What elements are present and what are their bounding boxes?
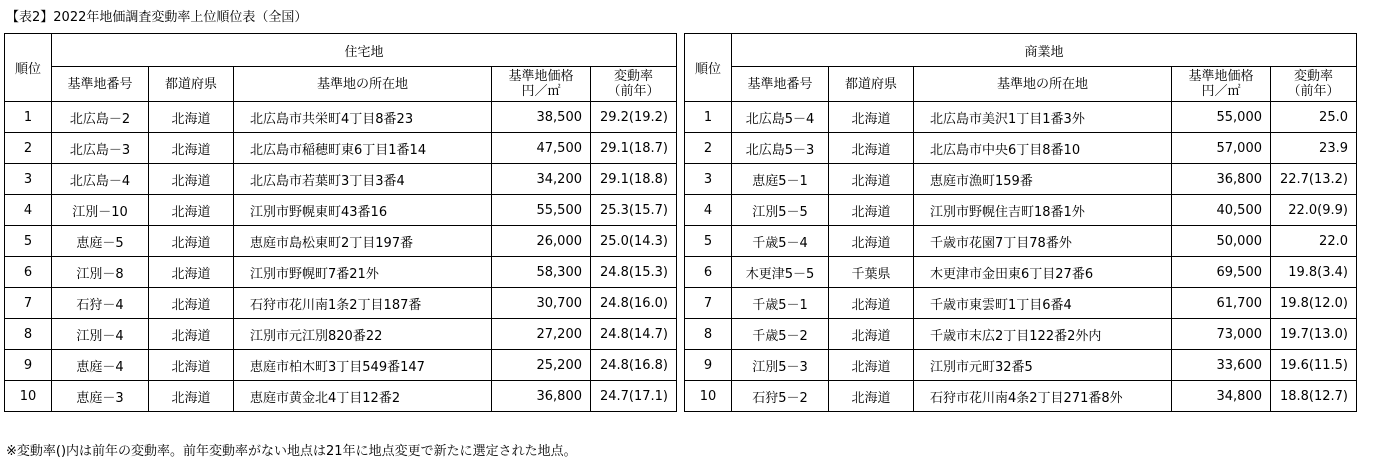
code-cell: 千歳5－1 (732, 288, 829, 319)
prefecture-cell: 北海道 (149, 257, 234, 288)
table-row (685, 257, 1357, 288)
code-cell: 江別－8 (52, 257, 149, 288)
prefecture-cell: 北海道 (829, 102, 914, 133)
address-cell: 江別市野幌東町43番16 (234, 195, 492, 226)
prefecture-cell: 北海道 (149, 102, 234, 133)
change-cell: 23.9 (1271, 133, 1357, 164)
change-cell: 22.0 (1271, 226, 1357, 257)
address-cell: 石狩市花川南4条2丁目271番8外 (914, 381, 1172, 412)
rank-cell: 3 (5, 164, 52, 195)
address-cell: 北広島市稲穂町東6丁目1番14 (234, 133, 492, 164)
code-cell: 北広島5－3 (732, 133, 829, 164)
change-cell: 24.8(15.3) (591, 257, 677, 288)
change-cell: 24.8(16.8) (591, 350, 677, 381)
code-cell: 北広島－4 (52, 164, 149, 195)
prefecture-header: 都道府県 (149, 67, 234, 102)
rank-cell: 6 (685, 257, 732, 288)
price-cell: 36,800 (1172, 164, 1271, 195)
price-cell: 30,700 (492, 288, 591, 319)
rank-header: 順位 (5, 34, 52, 102)
price-cell: 55,000 (1172, 102, 1271, 133)
price-cell: 47,500 (492, 133, 591, 164)
change-cell: 22.0(9.9) (1271, 195, 1357, 226)
table-row (5, 102, 677, 133)
prefecture-cell: 千葉県 (829, 257, 914, 288)
table-row (5, 350, 677, 381)
address-cell: 恵庭市柏木町3丁目549番147 (234, 350, 492, 381)
code-cell: 木更津5－5 (732, 257, 829, 288)
change-cell: 19.7(13.0) (1271, 319, 1357, 350)
residential-header: 住宅地 (52, 34, 677, 67)
code-cell: 石狩5－2 (732, 381, 829, 412)
price-cell: 26,000 (492, 226, 591, 257)
prefecture-cell: 北海道 (829, 288, 914, 319)
rank-cell: 6 (5, 257, 52, 288)
change-cell: 24.8(14.7) (591, 319, 677, 350)
change-cell: 29.2(19.2) (591, 102, 677, 133)
address-cell: 恵庭市黄金北4丁目12番2 (234, 381, 492, 412)
address-cell: 木更津市金田東6丁目27番6 (914, 257, 1172, 288)
price-cell: 58,300 (492, 257, 591, 288)
price-cell: 73,000 (1172, 319, 1271, 350)
table-row (685, 226, 1357, 257)
price-cell: 38,500 (492, 102, 591, 133)
address-cell: 千歳市花園7丁目78番外 (914, 226, 1172, 257)
rank-cell: 1 (5, 102, 52, 133)
table-row (5, 195, 677, 226)
price-header: 基準地価格 円／㎡ (1172, 67, 1271, 102)
code-cell: 北広島－3 (52, 133, 149, 164)
code-cell: 江別5－5 (732, 195, 829, 226)
prefecture-cell: 北海道 (149, 164, 234, 195)
rank-cell: 5 (5, 226, 52, 257)
table-row (685, 195, 1357, 226)
address-cell: 恵庭市島松東町2丁目197番 (234, 226, 492, 257)
code-cell: 恵庭5－1 (732, 164, 829, 195)
change-cell: 19.8(3.4) (1271, 257, 1357, 288)
prefecture-cell: 北海道 (149, 288, 234, 319)
table-row (685, 133, 1357, 164)
change-cell: 19.6(11.5) (1271, 350, 1357, 381)
change-cell: 24.7(17.1) (591, 381, 677, 412)
price-cell: 36,800 (492, 381, 591, 412)
rank-cell: 2 (685, 133, 732, 164)
change-cell: 22.7(13.2) (1271, 164, 1357, 195)
price-cell: 25,200 (492, 350, 591, 381)
prefecture-cell: 北海道 (149, 226, 234, 257)
rank-cell: 9 (5, 350, 52, 381)
price-cell: 57,000 (1172, 133, 1271, 164)
prefecture-cell: 北海道 (149, 350, 234, 381)
prefecture-cell: 北海道 (149, 381, 234, 412)
commercial-table (684, 33, 1357, 412)
rank-cell: 7 (5, 288, 52, 319)
address-cell: 江別市野幌町7番21外 (234, 257, 492, 288)
code-header: 基準地番号 (732, 67, 829, 102)
table-row (5, 381, 677, 412)
code-cell: 江別－10 (52, 195, 149, 226)
table-row (685, 381, 1357, 412)
rank-cell: 10 (685, 381, 732, 412)
change-cell: 25.3(15.7) (591, 195, 677, 226)
code-cell: 恵庭－5 (52, 226, 149, 257)
table-row (685, 102, 1357, 133)
table-row (685, 319, 1357, 350)
prefecture-cell: 北海道 (149, 319, 234, 350)
change-cell: 18.8(12.7) (1271, 381, 1357, 412)
table-row (5, 226, 677, 257)
table-row (5, 133, 677, 164)
price-cell: 34,200 (492, 164, 591, 195)
address-cell: 北広島市共栄町4丁目8番23 (234, 102, 492, 133)
table-row (5, 288, 677, 319)
address-cell: 石狩市花川南1条2丁目187番 (234, 288, 492, 319)
price-cell: 50,000 (1172, 226, 1271, 257)
price-cell: 61,700 (1172, 288, 1271, 319)
address-cell: 江別市元町32番5 (914, 350, 1172, 381)
price-header: 基準地価格 円／㎡ (492, 67, 591, 102)
residential-table (4, 33, 677, 412)
change-cell: 25.0(14.3) (591, 226, 677, 257)
prefecture-cell: 北海道 (829, 133, 914, 164)
code-cell: 北広島－2 (52, 102, 149, 133)
table-row (685, 288, 1357, 319)
price-cell: 33,600 (1172, 350, 1271, 381)
rank-cell: 9 (685, 350, 732, 381)
footnote: ※変動率()内は前年の変動率。前年変動率がない地点は21年に地点変更で新たに選定された地点。 (6, 444, 577, 459)
address-cell: 江別市元江別820番22 (234, 319, 492, 350)
code-cell: 千歳5－4 (732, 226, 829, 257)
change-cell: 29.1(18.7) (591, 133, 677, 164)
rank-cell: 4 (685, 195, 732, 226)
rank-cell: 7 (685, 288, 732, 319)
table-title: 【表2】2022年地価調査変動率上位順位表（全国） (6, 10, 308, 25)
commercial-header: 商業地 (732, 34, 1357, 67)
rank-header: 順位 (685, 34, 732, 102)
address-header: 基準地の所在地 (234, 67, 492, 102)
address-cell: 千歳市末広2丁目122番2外内 (914, 319, 1172, 350)
rank-cell: 5 (685, 226, 732, 257)
code-cell: 恵庭－4 (52, 350, 149, 381)
table-row (685, 350, 1357, 381)
table-row (685, 164, 1357, 195)
prefecture-cell: 北海道 (829, 164, 914, 195)
price-cell: 55,500 (492, 195, 591, 226)
price-cell: 69,500 (1172, 257, 1271, 288)
change-cell: 24.8(16.0) (591, 288, 677, 319)
prefecture-cell: 北海道 (829, 195, 914, 226)
address-cell: 北広島市中央6丁目8番10 (914, 133, 1172, 164)
rank-cell: 2 (5, 133, 52, 164)
prefecture-cell: 北海道 (829, 319, 914, 350)
prefecture-cell: 北海道 (829, 350, 914, 381)
code-cell: 恵庭－3 (52, 381, 149, 412)
address-cell: 恵庭市漁町159番 (914, 164, 1172, 195)
code-header: 基準地番号 (52, 67, 149, 102)
rank-cell: 8 (5, 319, 52, 350)
table-row (5, 319, 677, 350)
address-cell: 江別市野幌住吉町18番1外 (914, 195, 1172, 226)
rank-cell: 4 (5, 195, 52, 226)
rank-cell: 10 (5, 381, 52, 412)
address-cell: 千歳市東雲町1丁目6番4 (914, 288, 1172, 319)
rank-cell: 3 (685, 164, 732, 195)
change-header: 変動率 （前年） (1271, 67, 1357, 102)
rank-cell: 8 (685, 319, 732, 350)
code-cell: 北広島5－4 (732, 102, 829, 133)
prefecture-cell: 北海道 (149, 133, 234, 164)
prefecture-cell: 北海道 (149, 195, 234, 226)
change-cell: 25.0 (1271, 102, 1357, 133)
address-cell: 北広島市若葉町3丁目3番4 (234, 164, 492, 195)
code-cell: 千歳5－2 (732, 319, 829, 350)
prefecture-header: 都道府県 (829, 67, 914, 102)
code-cell: 江別－4 (52, 319, 149, 350)
price-cell: 27,200 (492, 319, 591, 350)
prefecture-cell: 北海道 (829, 381, 914, 412)
price-cell: 34,800 (1172, 381, 1271, 412)
address-cell: 北広島市美沢1丁目1番3外 (914, 102, 1172, 133)
address-header: 基準地の所在地 (914, 67, 1172, 102)
table-row (5, 257, 677, 288)
code-cell: 江別5－3 (732, 350, 829, 381)
rank-cell: 1 (685, 102, 732, 133)
table-row (5, 164, 677, 195)
code-cell: 石狩－4 (52, 288, 149, 319)
change-cell: 19.8(12.0) (1271, 288, 1357, 319)
change-header: 変動率 （前年） (591, 67, 677, 102)
price-cell: 40,500 (1172, 195, 1271, 226)
prefecture-cell: 北海道 (829, 226, 914, 257)
change-cell: 29.1(18.8) (591, 164, 677, 195)
